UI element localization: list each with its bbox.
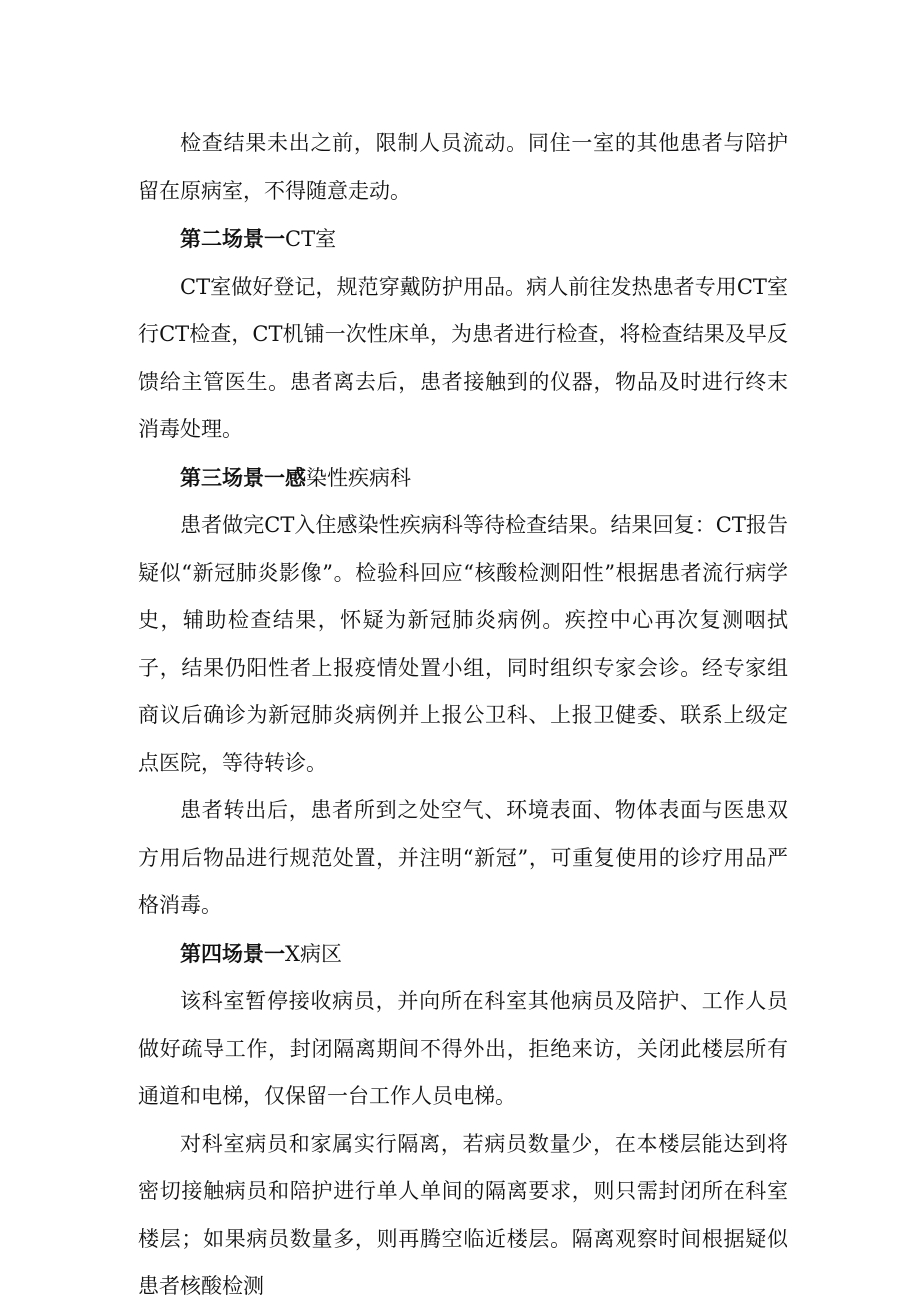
paragraph: 对科室病员和家属实行隔离，若病员数量少，在本楼层能达到将密切接触病员和陪护进行单人单间的隔离要求，则只需封闭所在科室楼层；如果病员数量多，则再腾空临近楼层。隔离观察时间根据疑似患者核酸检测 (138, 1131, 788, 1298)
section-heading-strong: 第四场景一 (180, 940, 285, 966)
section-heading (138, 215, 788, 264)
paragraph: 患者做完CT入住感染性疾病科等待检查结果。结果回复：CT报告疑似“新冠肺炎影像”。检验科回应“核酸检测阳性”根据患者流行病学史，辅助检查结果，怀疑为新冠肺炎病例。疾控中心再次复测咽拭子，结果仍阳性者上报疫情处置小组，同时组织专家会诊。经专家组商议后确诊为新冠肺炎病例并上报公卫科、上报卫健委、联系上级定点医院，等待转诊。 (138, 513, 788, 775)
section-heading-rest: X病区 (285, 941, 342, 966)
paragraph: 检查结果未出之前，限制人员流动。同住一室的其他患者与陪护留在原病室，不得随意走动。 (138, 131, 788, 203)
paragraph: 该科室暂停接收病员，并向所在科室其他病员及陪护、工作人员做好疏导工作，封闭隔离期间不得外出，拒绝来访，关闭此楼层所有通道和电梯，仅保留一台工作人员电梯。 (138, 989, 788, 1108)
document-body (138, 120, 788, 1311)
section-heading-rest: 染性疾病科 (306, 465, 411, 490)
section-heading-strong: 第三场景一感 (180, 464, 306, 490)
paragraph: 患者转出后，患者所到之处空气、环境表面、物体表面与医患双方用后物品进行规范处置，并注明“新冠”，可重复使用的诊疗用品严格消毒。 (138, 798, 788, 917)
section-heading-strong: 第二场景一 (180, 226, 285, 251)
paragraph: CT室做好登记，规范穿戴防护用品。病人前往发热患者专用CT室行CT检查，CT机铺一次性床单，为患者进行检查，将检查结果及早反馈给主管医生。患者离去后，患者接触到的仪器，物品及时进行终末消毒处理。 (138, 274, 788, 441)
section-heading (138, 930, 788, 979)
section-heading (138, 454, 788, 503)
section-heading-rest: CT室 (285, 227, 337, 251)
